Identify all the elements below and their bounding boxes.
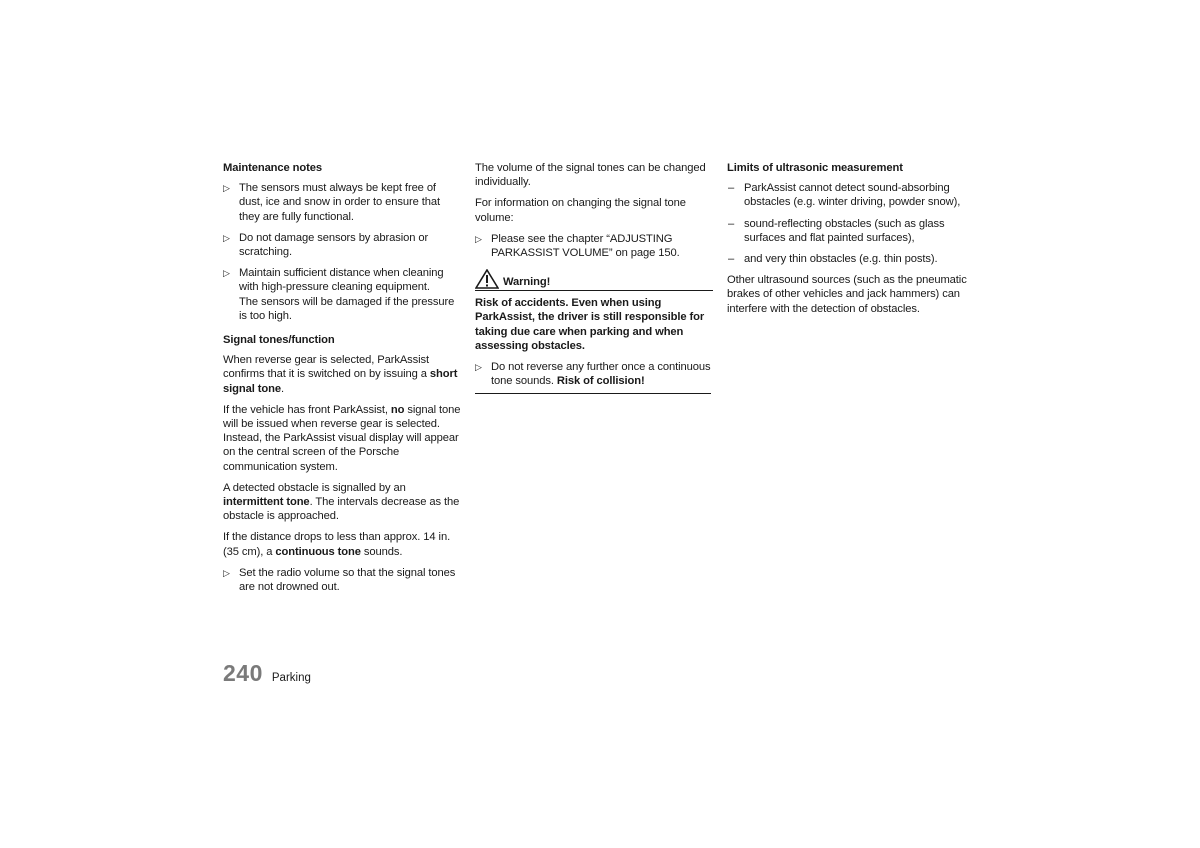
bold-text: short signal tone [223,368,458,395]
triangle-bullet-icon: ▷ [223,567,230,578]
dash-marker: – [728,253,735,266]
text-run: signal tone will be issued when reverse gear is selected. Instead, the ParkAssist visual display will appear on the central screen of the Porsche communication system. [223,403,461,473]
list-item-note: The sensors will be damaged if the pressure is too high. [239,295,455,322]
list-item-text: and very thin obstacles (e.g. thin posts). [744,253,938,266]
list-item [223,566,461,594]
list-item [475,232,713,260]
list-item-text: Do not reverse any further once a continuous tone sounds. [491,361,711,388]
text-run: If the distance drops to less than approx. 14 in. (35 cm), a [223,531,451,558]
dash-marker: – [728,182,735,195]
list-item-text: ParkAssist cannot detect sound-absorbing obstacles (e.g. winter driving, powder snow), [744,182,961,209]
paragraph [223,530,461,558]
section-title: Parking [271,672,311,684]
list-item [727,181,967,209]
column-middle [475,161,713,394]
list-item-text: Please see the chapter “ADJUSTING PARKASSIST VOLUME” on page 150. [491,232,680,260]
list-item-text: The sensors must always be kept free of dust, ice and snow in order to ensure that they are fully functional. [239,182,441,223]
list-item [223,231,461,259]
triangle-bullet-icon: ▷ [475,362,482,373]
text-run: If the vehicle has front ParkAssist, [223,403,391,416]
page-number: 240 [223,660,263,686]
text-run: . [280,382,284,395]
column-right [727,161,967,323]
text-run: When reverse gear is selected, ParkAssist confirms that it is switched on by issuing a [223,354,430,381]
bold-text: Risk of collision! [556,375,645,388]
paragraph: For information on changing the signal tone volume: [475,197,686,224]
list-item-text: Set the radio volume so that the signal tones are not drowned out. [239,566,456,594]
paragraph [223,403,461,474]
warning-divider [475,393,711,394]
column-left [223,161,461,601]
warning-triangle-icon [475,269,499,289]
bold-text: intermittent tone [223,496,310,509]
list-item-text: sound-reflecting obstacles (such as glass surfaces and flat painted surfaces), [744,217,945,244]
list-item [223,266,461,323]
triangle-bullet-icon: ▷ [223,232,230,243]
bold-text: continuous tone [275,545,361,558]
triangle-bullet-icon: ▷ [475,233,482,244]
paragraph: Other ultrasound sources (such as the pneumatic brakes of other vehicles and jack hammers) can interfere with the detection of obstacles. [727,274,967,315]
text-run: A detected obstacle is signalled by an [223,481,406,494]
list-item-text: Maintain sufficient distance when cleaning with high-pressure cleaning equipment. [239,267,444,294]
limits-heading: Limits of ultrasonic measurement [727,162,903,174]
dash-marker: – [728,217,735,230]
paragraph: The volume of the signal tones can be changed individually. [475,162,706,189]
warning-label: Warning! [503,276,551,289]
text-run: . The intervals decrease as the obstacle is approached. [223,496,460,523]
paragraph [223,353,461,396]
maintenance-heading: Maintenance notes [223,162,323,174]
warning-text: Risk of accidents. Even when using ParkAssist, the driver is still responsible for taking due care when parking and when assessing obstacles. [475,297,705,352]
bold-text: no [390,403,405,416]
list-item [223,181,461,224]
list-item-text: Do not damage sensors by abrasion or scratching. [239,231,429,259]
list-item [727,252,967,266]
paragraph [223,481,461,524]
triangle-bullet-icon: ▷ [223,268,230,279]
signal-heading: Signal tones/function [223,334,335,347]
list-item [475,360,713,388]
list-item [727,217,967,245]
page-footer [223,660,311,687]
triangle-bullet-icon: ▷ [223,183,230,194]
warning-header [475,269,713,291]
text-run: sounds. [360,545,403,558]
